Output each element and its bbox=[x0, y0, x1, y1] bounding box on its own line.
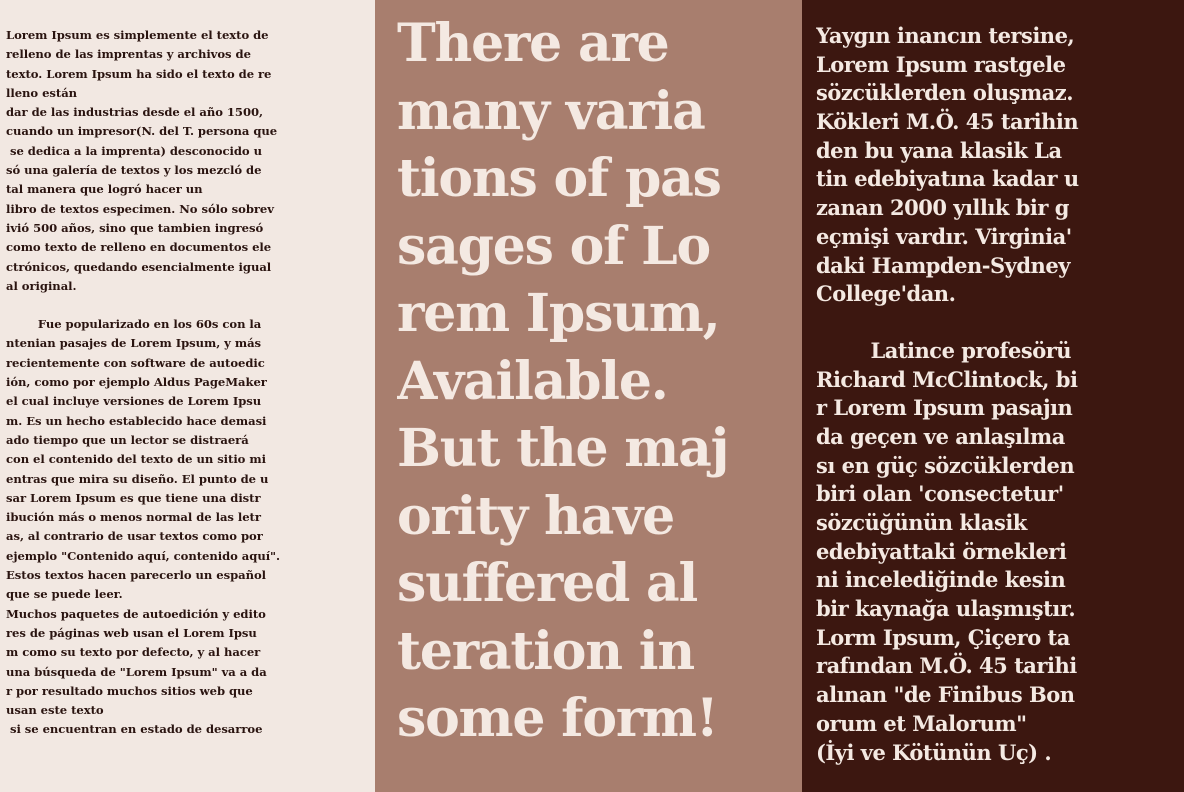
text-line: many varia bbox=[397, 80, 705, 142]
text-line: m como su texto por defecto, y al hacer bbox=[6, 645, 261, 660]
text-line: bir kaynağa ulaşmıştır. bbox=[816, 596, 1076, 622]
middle-display-text bbox=[397, 10, 798, 753]
text-line: Lorm Ipsum, Çiçero ta bbox=[816, 624, 1070, 650]
paragraph-gap bbox=[816, 309, 1180, 337]
text-line: ivió 500 años, sino que tambien ingresó bbox=[6, 220, 264, 235]
text-line: orum et Malorum" bbox=[816, 710, 1027, 736]
text-line: se dedica a la imprenta) desconocido u bbox=[6, 143, 262, 158]
text-line: rem Ipsum, bbox=[397, 283, 720, 344]
text-line: entras que mira su diseño. El punto de u bbox=[6, 471, 269, 486]
text-line: edebiyattaki örnekleri bbox=[816, 538, 1067, 564]
text-line: m. Es un hecho establecido hace demasi bbox=[6, 413, 267, 428]
text-line: ejemplo "Contenido aquí, contenido aquí". bbox=[6, 548, 281, 563]
text-line: daki Hampden-Sydney bbox=[816, 252, 1070, 278]
text-line: recientemente con software de autoedic bbox=[6, 355, 265, 370]
text-line: Lorem Ipsum rastgele bbox=[816, 51, 1066, 77]
text-line: ni incelediğinde kesin bbox=[816, 567, 1066, 593]
text-line: ión, como por ejemplo Aldus PageMaker bbox=[6, 375, 267, 390]
middle-display-column bbox=[375, 0, 802, 792]
text-line: some form! bbox=[397, 688, 718, 749]
text-line: Richard McClintock, bi bbox=[816, 366, 1078, 392]
text-line: si se encuentran en estado de desarroe bbox=[6, 722, 263, 737]
text-line: relleno de las imprentas y archivos de bbox=[6, 47, 251, 62]
text-line: res de páginas web usan el Lorem Ipsu bbox=[6, 625, 257, 640]
text-line: ctrónicos, quedando esencialmente igual bbox=[6, 259, 272, 274]
text-line: There are bbox=[397, 13, 669, 74]
text-line: as, al contrario de usar textos como por bbox=[6, 529, 263, 544]
text-line: biri olan 'consectetur' bbox=[816, 481, 1064, 507]
right-paragraph-2 bbox=[816, 337, 1180, 767]
text-line: But the maj bbox=[397, 418, 729, 479]
text-line: libro de textos especimen. No sólo sobrev bbox=[6, 201, 274, 216]
text-line: Fue popularizado en los 60s con la bbox=[6, 317, 262, 332]
text-line: r Lorem Ipsum pasajın bbox=[816, 395, 1073, 421]
left-paragraph-2 bbox=[6, 315, 371, 740]
text-line: sözcüklerden oluşmaz. bbox=[816, 80, 1074, 106]
text-line: r por resultado muchos sitios web que bbox=[6, 683, 253, 698]
text-line: ntenian pasajes de Lorem Ipsum, y más bbox=[6, 336, 262, 351]
text-line: ibución más o menos normal de las letr bbox=[6, 510, 261, 525]
text-line: (İyi ve Kötünün Uç) . bbox=[816, 739, 1052, 765]
text-line: Latince profesörü bbox=[816, 337, 1072, 363]
text-line: Available. bbox=[397, 350, 668, 412]
text-line: sözcüğünün klasik bbox=[816, 510, 1027, 535]
text-line: cuando un impresor(N. del T. persona que bbox=[6, 124, 278, 139]
text-line: texto. Lorem Ipsum ha sido el texto de re bbox=[6, 66, 272, 81]
text-line: suffered al bbox=[397, 553, 698, 614]
paragraph-gap bbox=[6, 296, 371, 315]
text-line: tal manera que logró hacer un bbox=[6, 182, 203, 197]
text-line: tin edebiyatına kadar u bbox=[816, 166, 1079, 192]
text-line: Kökleri M.Ö. 45 tarihin bbox=[816, 109, 1079, 135]
text-line: usan este texto bbox=[6, 703, 104, 718]
text-line: tions of pas bbox=[397, 148, 721, 209]
text-line: al original. bbox=[6, 278, 77, 293]
text-line: como texto de relleno en documentos ele bbox=[6, 240, 272, 255]
right-text-column bbox=[802, 0, 1184, 792]
text-line: Estos textos hacen parecerlo un español bbox=[6, 568, 267, 583]
text-line: Muchos paquetes de autoedición y edito bbox=[6, 606, 266, 621]
text-line: rafından M.Ö. 45 tarihi bbox=[816, 653, 1077, 679]
left-text-column bbox=[0, 0, 375, 792]
text-line: sages of Lo bbox=[397, 215, 710, 277]
text-line: sı en güç sözcüklerden bbox=[816, 452, 1075, 478]
text-line: el cual incluye versiones de Lorem Ipsu bbox=[6, 394, 262, 409]
text-line: só una galería de textos y los mezcló de bbox=[6, 163, 262, 178]
text-line: zanan 2000 yıllık bir g bbox=[816, 195, 1069, 221]
text-line: ado tiempo que un lector se distraerá bbox=[6, 432, 249, 447]
text-line: sar Lorem Ipsum es que tiene una distr bbox=[6, 490, 261, 505]
text-line: Yaygın inancın tersine, bbox=[816, 23, 1075, 48]
text-line: con el contenido del texto de un sitio mi bbox=[6, 452, 266, 467]
text-line: ority have bbox=[397, 485, 674, 547]
text-line: dar de las industrias desde el año 1500, bbox=[6, 105, 263, 120]
text-line: una búsqueda de "Lorem Ipsum" va a da bbox=[6, 664, 267, 679]
text-line: que se puede leer. bbox=[6, 587, 123, 602]
text-line: teration in bbox=[397, 620, 694, 682]
right-paragraph-1 bbox=[816, 22, 1180, 309]
text-line: College'dan. bbox=[816, 281, 956, 307]
left-paragraph-1 bbox=[6, 26, 371, 296]
text-line: alınan "de Finibus Bon bbox=[816, 682, 1075, 708]
text-line: da geçen ve anlaşılma bbox=[816, 423, 1065, 449]
text-line: lleno están bbox=[6, 85, 78, 100]
text-line: Lorem Ipsum es simplemente el texto de bbox=[6, 28, 269, 42]
text-line: den bu yana klasik La bbox=[816, 137, 1062, 163]
text-line: eçmişi vardır. Virginia' bbox=[816, 223, 1072, 249]
